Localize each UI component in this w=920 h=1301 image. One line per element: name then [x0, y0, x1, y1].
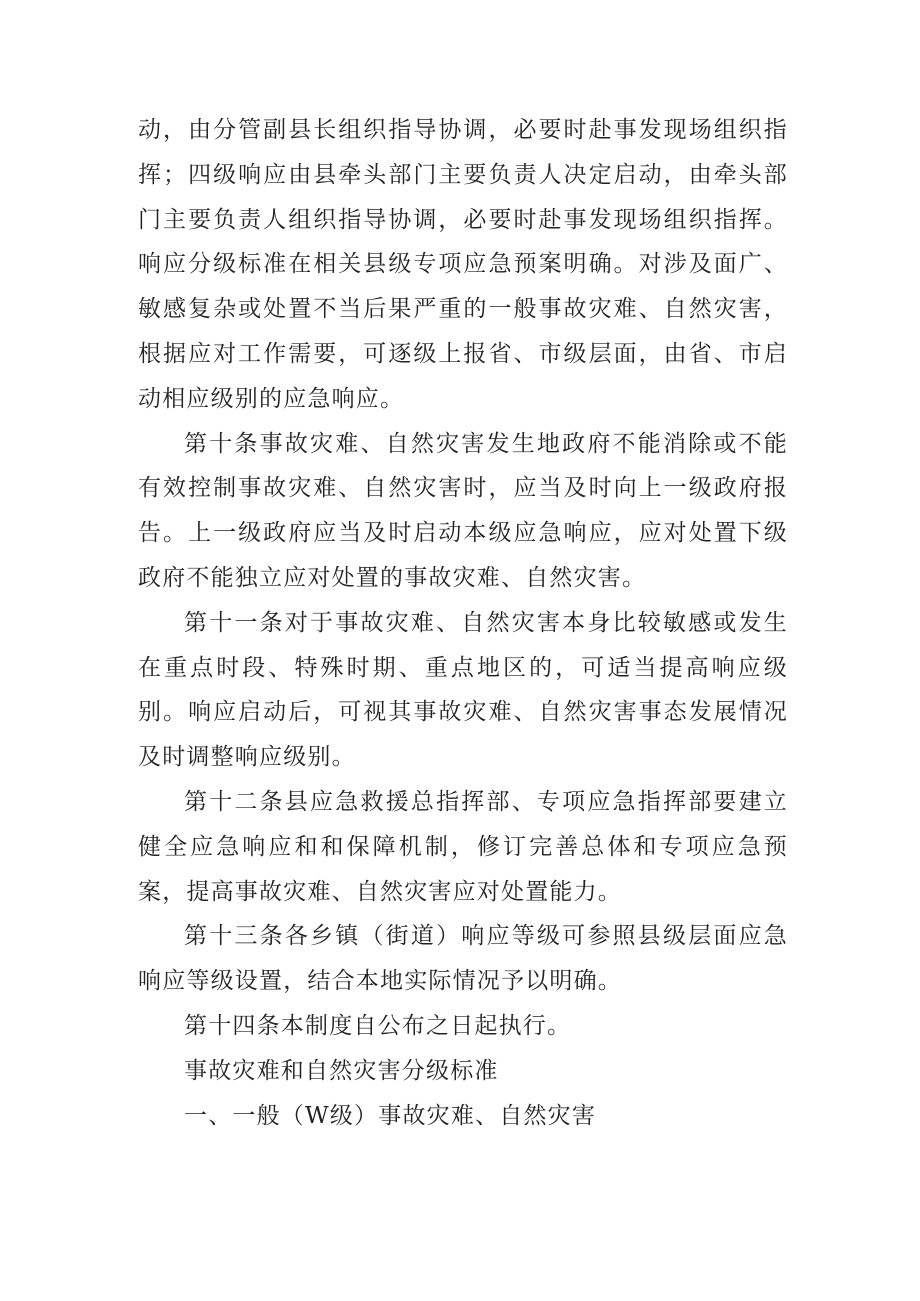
paragraph-article-11: 第十一条对于事故灾难、自然灾害本身比较敏感或发生在重点时段、特殊时期、重点地区的，可适当提高响应级别。响应启动后，可视其事故灾难、自然灾害事态发展情况及时调整响应级别。: [138, 609, 788, 771]
document-body: [138, 108, 788, 1138]
section-heading-general-level: 一、一般（W级）事故灾难、自然灾害: [184, 1102, 597, 1129]
paragraph-article-13: 第十三条各乡镇（街道）响应等级可参照县级层面应急响应等级设置，结合本地实际情况予以明确。: [138, 923, 788, 995]
paragraph-article-14: 第十四条本制度自公布之日起执行。: [184, 1012, 572, 1039]
paragraph-article-12: 第十二条县应急救援总指挥部、专项应急指挥部要建立健全应急响应和和保障机制，修订完善总体和专项应急预案，提高事故灾难、自然灾害应对处置能力。: [138, 788, 788, 905]
paragraph-continued-response-levels: 动，由分管副县长组织指导协调，必要时赴事发现场组织指挥；四级响应由县牵头部门主要负责人决定启动，由牵头部门主要负责人组织指导协调，必要时赴事发现场组织指挥。响应分级标准在相关县级专项应急预案明确。对涉及面广、敏感复杂或处置不当后果严重的一般事故灾难、自然灾害，根据应对工作需要，可逐级上报省、市级层面，由省、市启动相应级别的应急响应。: [138, 117, 788, 412]
paragraph-article-10: 第十条事故灾难、自然灾害发生地政府不能消除或不能有效控制事故灾难、自然灾害时，应当及时向上一级政府报告。上一级政府应当及时启动本级应急响应，应对处置下级政府不能独立应对处置的事故灾难、自然灾害。: [138, 430, 788, 591]
section-title-classification-standard: 事故灾难和自然灾害分级标准: [184, 1057, 499, 1084]
